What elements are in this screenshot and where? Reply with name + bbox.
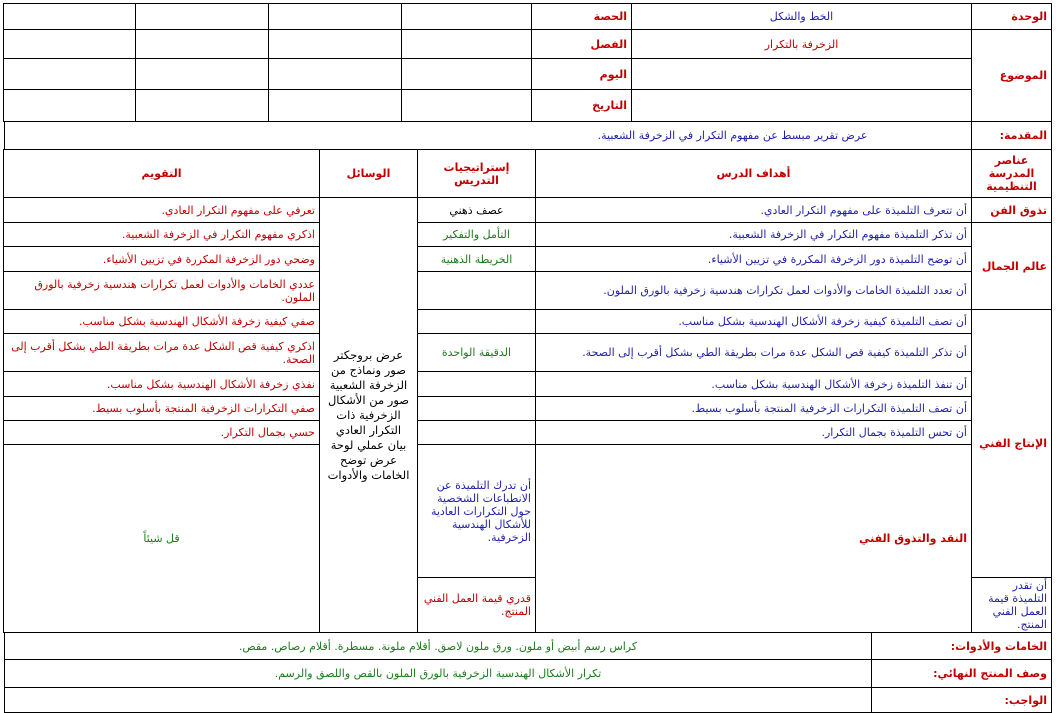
element-art-appreciation: تذوق الفن bbox=[972, 198, 1052, 223]
cell-empty bbox=[402, 30, 532, 59]
strategy-say-something: قل شيئاً bbox=[4, 445, 320, 633]
objective-text: أن تدرك التلميذة عن الانطباعات الشخصية حول التكرارات العادية للأشكال الهندسية الزخرفية. bbox=[418, 445, 536, 578]
day-label: اليوم bbox=[532, 59, 632, 90]
final-product-label: وصف المنتج النهائي: bbox=[872, 660, 1052, 688]
evaluation-text: نفذي زخرفة الأشكال الهندسية بشكل مناسب. bbox=[4, 372, 320, 397]
objective-text: أن تقدر التلميذة قيمة العمل الفني المنتج. bbox=[972, 578, 1052, 633]
strategy-brainstorm: عصف ذهني bbox=[418, 198, 536, 223]
topic-label: الموضوع bbox=[972, 30, 1052, 122]
evaluation-text: حسي بجمال التكرار. bbox=[4, 421, 320, 445]
homework-label: الواجب: bbox=[872, 688, 1052, 713]
objective-text: أن تتعرف التلميذة على مفهوم التكرار العادي. bbox=[536, 198, 972, 223]
header-objectives: أهداف الدرس bbox=[536, 150, 972, 198]
intro-value: عرض تقرير مبسط عن مفهوم التكرار في الزخرفة الشعبية. bbox=[5, 122, 872, 150]
objective-text: أن تعدد التلميذة الخامات والأدوات لعمل تكرارات هندسية زخرفية بالورق الملون. bbox=[536, 272, 972, 310]
cell-empty bbox=[136, 59, 269, 90]
chapter-label: الفصل bbox=[532, 30, 632, 59]
cell-empty bbox=[269, 59, 402, 90]
cell-empty bbox=[418, 421, 536, 445]
intro-value-start bbox=[872, 122, 972, 150]
cell-empty bbox=[418, 372, 536, 397]
cell-empty bbox=[269, 30, 402, 59]
evaluation-text: اذكري كيفية قص الشكل عدة مرات بطريقة الطي بشكل أقرب إلى الصحة. bbox=[4, 334, 320, 372]
header-table bbox=[3, 3, 1052, 122]
element-beauty-world: عالم الجمال bbox=[972, 223, 1052, 310]
evaluation-text: عددي الخامات والأدوات لعمل تكرارات هندسية زخرفية بالورق الملون. bbox=[4, 272, 320, 310]
objective-text: أن تنفذ التلميذة زخرفة الأشكال الهندسية بشكل مناسب. bbox=[536, 372, 972, 397]
bottom-table bbox=[4, 632, 1052, 713]
cell-empty bbox=[136, 30, 269, 59]
objective-text: أن تذكر التلميذة كيفية قص الشكل عدة مرات بطريقة الطي بشكل أقرب إلى الصحة. bbox=[536, 334, 972, 372]
element-art-production: الإنتاج الفني bbox=[972, 310, 1052, 578]
element-criticism: النقد والتذوق الفني bbox=[536, 445, 972, 633]
materials-label: الخامات والأدوات: bbox=[872, 633, 1052, 660]
strategy-one-minute: الدقيقة الواحدة bbox=[418, 334, 536, 372]
cell-empty bbox=[418, 272, 536, 310]
class-label: الحصة bbox=[532, 4, 632, 30]
cell-empty bbox=[4, 59, 136, 90]
cell-empty bbox=[402, 4, 532, 30]
cell-empty bbox=[4, 4, 136, 30]
cell-empty bbox=[418, 397, 536, 421]
main-table bbox=[3, 149, 1052, 633]
cell-empty bbox=[136, 90, 269, 122]
evaluation-text: اذكري مفهوم التكرار في الزخرفة الشعبية. bbox=[4, 223, 320, 247]
final-product-value: تكرار الأشكال الهندسية الزخرفية بالورق الملون بالقص واللصق والرسم. bbox=[5, 660, 872, 688]
tools-text: عرض بروجكتر صور ونماذج من الزخرفة الشعبية صور من الأشكال الزخرفية ذات التكرار العادي بيان عملي لوحة عرض توضح الخامات والأدوات bbox=[320, 198, 418, 633]
unit-value: الخط والشكل bbox=[632, 4, 972, 30]
cell-empty bbox=[402, 59, 532, 90]
unit-label: الوحدة bbox=[972, 4, 1052, 30]
strategy-mind-map: الخريطة الذهنية bbox=[418, 247, 536, 272]
evaluation-text: صفي التكرارات الزخرفية المنتجة بأسلوب بسيط. bbox=[4, 397, 320, 421]
cell-empty bbox=[418, 310, 536, 334]
objective-text: أن تذكر التلميذة مفهوم التكرار في الزخرفة الشعبية. bbox=[536, 223, 972, 247]
evaluation-text: صفي كيفية زخرفة الأشكال الهندسية بشكل مناسب. bbox=[4, 310, 320, 334]
cell-empty bbox=[402, 90, 532, 122]
materials-value: كراس رسم أبيض أو ملون. ورق ملون لاصق. أقلام ملونة. مسطرة. أقلام رصاص. مقص. bbox=[5, 633, 872, 660]
cell-empty bbox=[269, 4, 402, 30]
cell-empty bbox=[632, 59, 972, 90]
objective-text: أن تصف التلميذة كيفية زخرفة الأشكال الهندسية بشكل مناسب. bbox=[536, 310, 972, 334]
objective-text: أن تصف التلميذة التكرارات الزخرفية المنتجة بأسلوب بسيط. bbox=[536, 397, 972, 421]
intro-table bbox=[4, 121, 1052, 150]
intro-label: المقدمة: bbox=[972, 122, 1052, 150]
header-evaluation: التقويم bbox=[4, 150, 320, 198]
cell-empty bbox=[632, 90, 972, 122]
objective-text: أن توضح التلميذة دور الزخرفة المكررة في تزيين الأشياء. bbox=[536, 247, 972, 272]
objective-text: أن تحس التلميذة بجمال التكرار. bbox=[536, 421, 972, 445]
homework-value bbox=[5, 688, 872, 713]
date-label: التاريخ bbox=[532, 90, 632, 122]
evaluation-text: تعرفي على مفهوم التكرار العادي. bbox=[4, 198, 320, 223]
cell-empty bbox=[269, 90, 402, 122]
evaluation-text: قدري قيمة العمل الفني المنتج. bbox=[418, 578, 536, 633]
cell-empty bbox=[4, 30, 136, 59]
lesson-plan-sheet bbox=[4, 3, 1052, 707]
header-strategies: إستراتيجيات التدريس bbox=[418, 150, 536, 198]
evaluation-text: وضحي دور الزخرفة المكررة في تزيين الأشياء. bbox=[4, 247, 320, 272]
header-elements: عناصر المدرسة التنظيمية bbox=[972, 150, 1052, 198]
cell-empty bbox=[136, 4, 269, 30]
header-tools: الوسائل bbox=[320, 150, 418, 198]
cell-empty bbox=[4, 90, 136, 122]
topic-value: الزخرفة بالتكرار bbox=[632, 30, 972, 59]
strategy-reflection: التأمل والتفكير bbox=[418, 223, 536, 247]
